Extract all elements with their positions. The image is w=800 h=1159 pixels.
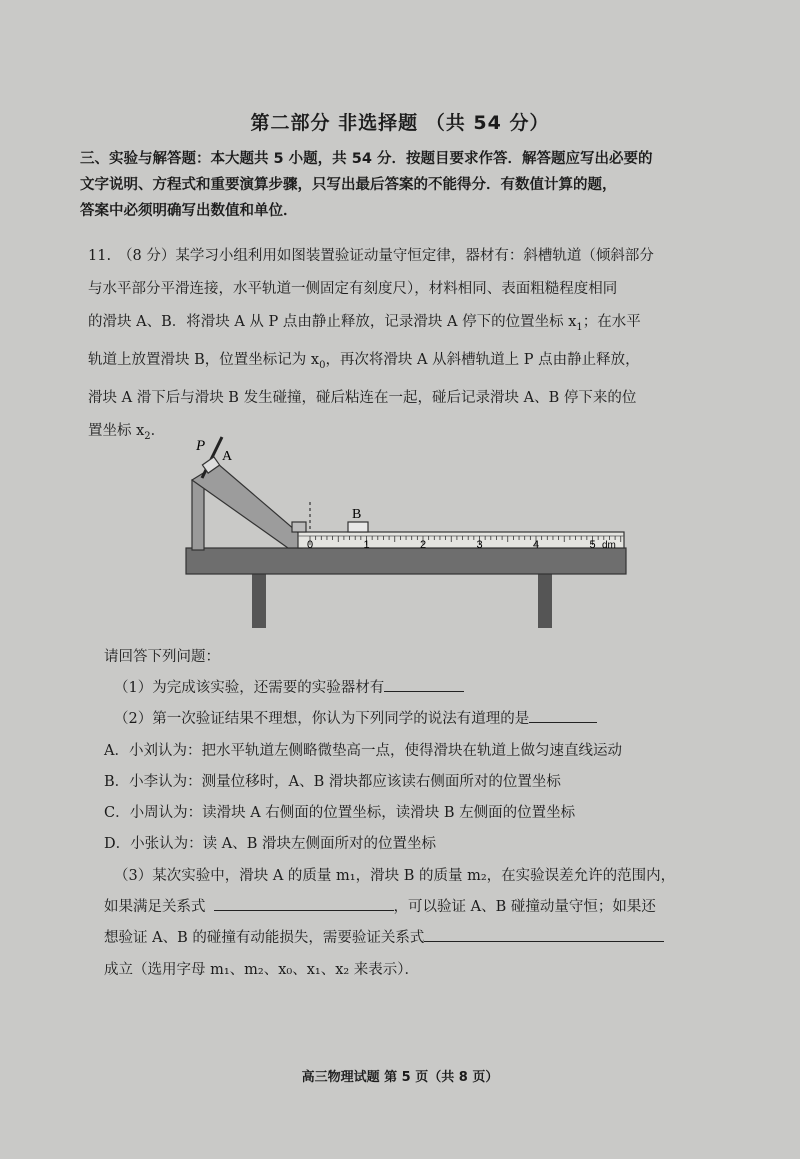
question-line1: （8 分）某学习小组利用如图装置验证动量守恒定律，器材有：斜槽轨道（倾斜部分 [118,248,654,264]
question-11 [88,240,732,453]
question-line5: 滑块 A 滑下后与滑块 B 发生碰撞，碰后粘连在一起，碰后记录滑块 A、B 停下来的位 [88,389,637,406]
section-title: 第二部分 非选择题 （共 54 分） [250,112,550,134]
page-footer: 高三物理试题 第 5 页（共 8 页） [301,1070,499,1085]
part-3-blank-1[interactable] [214,896,394,911]
slider-b [348,522,368,532]
ruler-label: 1 [363,539,370,551]
question-line3: 的滑块 A、B．将滑块 A 从 P 点由静止释放，记录滑块 A 停下的位置坐标 x [88,314,577,330]
sub-x0: 0 [319,359,326,371]
start-block [292,522,306,532]
right-leg [538,572,552,628]
question-line2: 与水平部分平滑连接，水平轨道一侧固定有刻度尺），材料相同、表面粗糙程度相同 [88,281,618,297]
part-3-blank-2[interactable] [424,927,664,942]
ruler-label: 2 [420,539,427,551]
incline-post [192,480,204,550]
option-d: D．小张认为：读 A、B 滑块左侧面所对的位置坐标 [104,836,436,852]
incline-track [192,464,302,548]
option-c: C．小周认为：读滑块 A 右侧面的位置坐标，读滑块 B 左侧面的位置坐标 [104,805,576,821]
apparatus-figure [180,432,640,632]
option-b: B．小李认为：测量位移时，A、B 滑块都应该读右侧面所对的位置坐标 [104,774,561,790]
part-1-text: （1）为完成该实验，还需要的实验器材有 [114,680,385,696]
part-3-line3-text: 想验证 A、B 的碰撞有动能损失，需要验证关系式 [104,930,425,946]
part-2 [114,707,597,728]
part-3-line1: （3）某次实验中，滑块 A 的质量 m₁，滑块 B 的质量 m₂，在实验误差允许的范围内， [114,868,676,884]
question-line3-tail: ；在水平 [582,314,641,330]
sub-x2: 2 [144,430,151,442]
question-line4: 轨道上放置滑块 B，位置坐标记为 x [88,351,320,368]
ruler-label: dm [602,540,616,551]
ruler-label: 4 [533,539,540,551]
part-3-line2 [104,895,656,916]
part-3-line3 [104,926,664,947]
part-2-text: （2）第一次验证结果不理想，你认为下列同学的说法有道理的是 [114,711,530,727]
label-b: B [352,507,362,522]
ruler-label: 3 [476,539,483,551]
part-3-line2a: 如果满足关系式 [104,899,206,915]
option-a: A．小刘认为：把水平轨道左侧略微垫高一点，使得滑块在轨道上做匀速直线运动 [104,743,622,759]
base-platform [186,548,626,574]
ruler-label: 0 [307,539,314,551]
instructions-line1: 本大题共 5 小题，共 54 分．按题目要求作答．解答题应写出必要的 [210,151,653,167]
part-1 [114,676,464,697]
question-line6-tail: ． [150,422,166,439]
part-3-line4: 成立（选用字母 m₁、m₂、x₀、x₁、x₂ 来表示）． [104,962,420,978]
instructions-line2: 文字说明、方程式和重要演算步骤，只写出最后答案的不能得分．有数值计算的题， [80,177,617,193]
question-line6: 置坐标 x [88,422,145,439]
ruler-label: 5 [589,539,596,551]
instructions [80,146,730,224]
ruler [298,532,624,548]
sub-x1: 1 [576,321,583,333]
instructions-line3: 答案中必须明确写出数值和单位． [80,203,298,219]
part-3-line2b: ，可以验证 A、B 碰撞动量守恒；如果还 [393,899,656,915]
part-1-blank[interactable] [384,677,464,692]
instructions-label: 三、实验与解答题： [80,151,211,167]
left-leg [252,572,266,628]
question-number: 11. [88,248,112,264]
part-2-blank[interactable] [529,708,597,723]
question-line4-tail: ，再次将滑块 A 从斜槽轨道上 P 点由静止释放， [325,351,640,368]
prompt: 请回答下列问题： [104,649,220,665]
label-p: P [196,438,206,454]
label-a: A [222,449,233,464]
